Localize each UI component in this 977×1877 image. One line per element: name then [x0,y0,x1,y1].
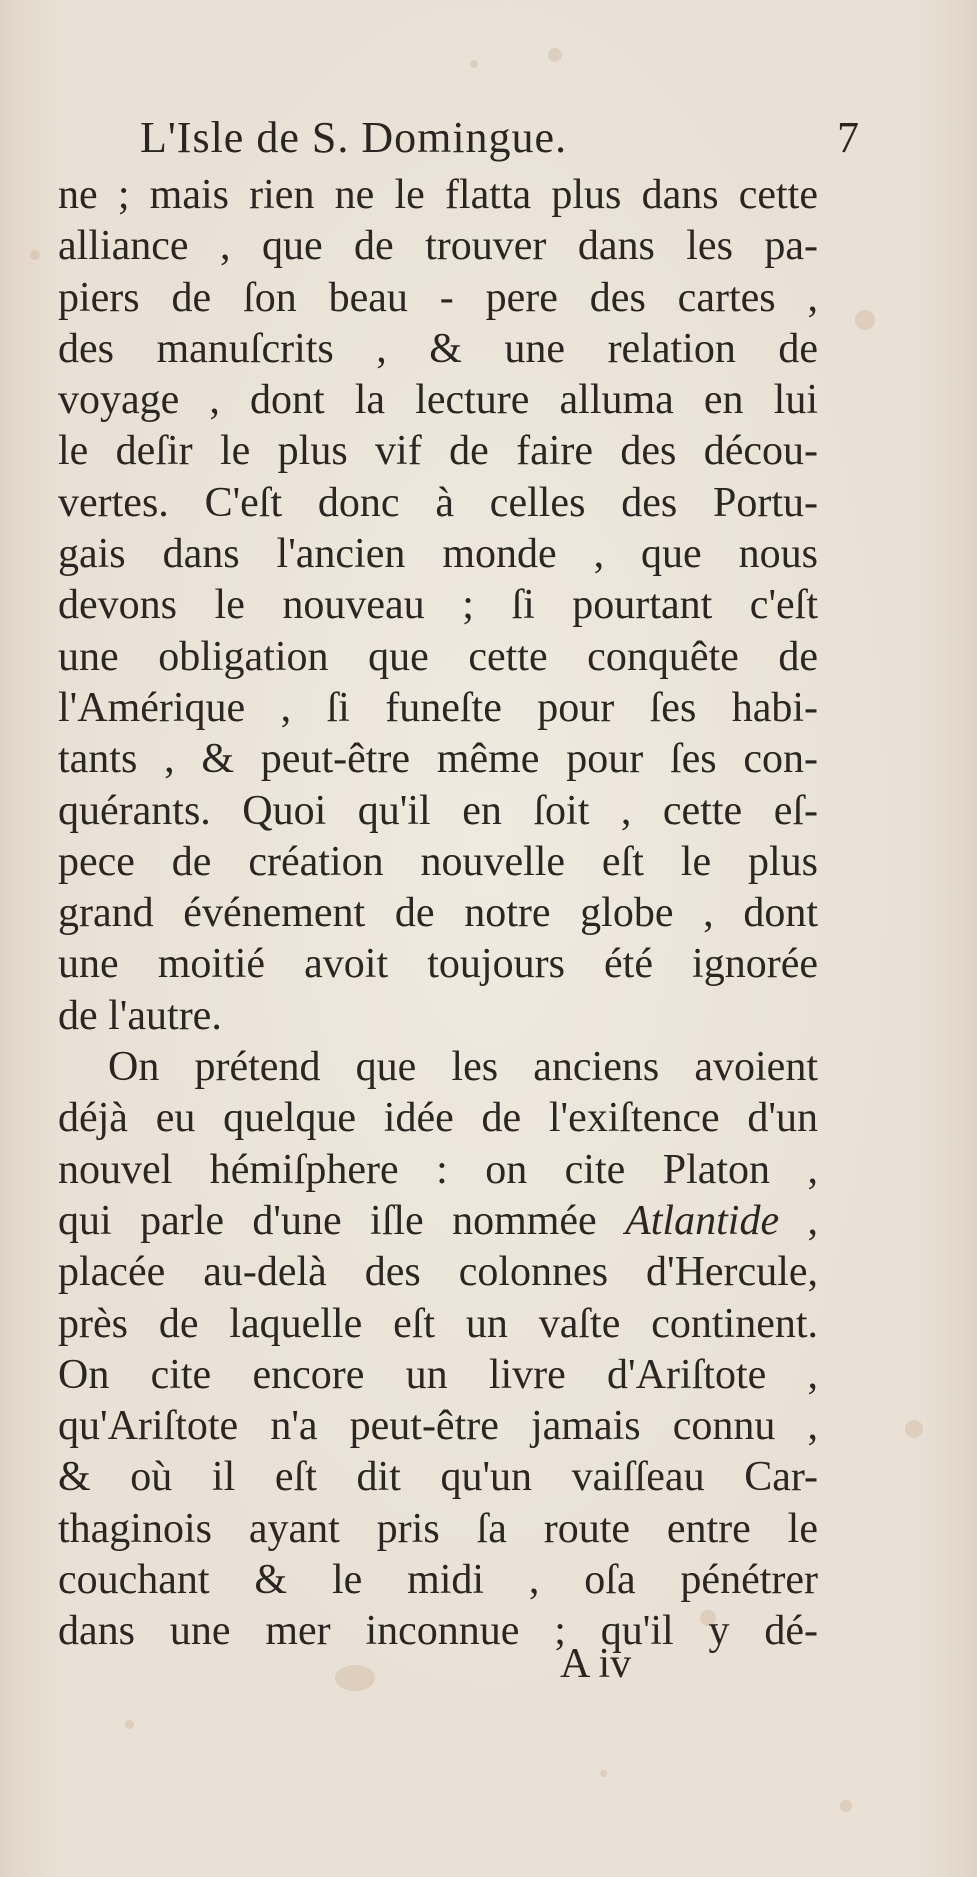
text-line: On cite encore un livre d'Ariſtote , [58,1351,818,1398]
text-line: déjà eu quelque idée de l'exiſtence d'un [58,1095,818,1142]
text-line: thaginois ayant pris ſa route entre le [58,1505,818,1552]
text-line: piers de ſon beau - pere des cartes , [58,274,818,321]
body-text [58,170,818,1658]
page-number: 7 [837,113,860,162]
text-line: des manuſcrits , & une relation de [58,325,818,372]
text-line: alliance , que de trouver dans les pa- [58,223,818,270]
text-run: qui parle d'une iſle nommée [58,1197,597,1244]
foxing-spot [30,250,40,260]
text-line: qu'Ariſtote n'a peut-être jamais connu , [58,1403,818,1450]
text-line: vertes. C'eſt donc à celles des Portu- [58,479,818,526]
foxing-spot [840,1800,852,1812]
text-line: couchant & le midi , oſa pénétrer [58,1557,818,1604]
text-line: grand événement de notre globe , dont [58,890,818,937]
text-line-atlantide [58,1196,818,1247]
foxing-spot [600,1770,607,1777]
running-head-title: L'Isle de S. Domingue. [140,113,568,162]
text-line: près de laquelle eſt un vaſte continent. [58,1300,818,1347]
text-line: On prétend que les anciens avoient [108,1044,818,1091]
text-line: & où il eſt dit qu'un vaiſſeau Car- [58,1454,818,1501]
text-line: tants , & peut-être même pour ſes con- [58,736,818,783]
italic-word-atlantide: Atlantide [625,1197,780,1244]
running-head [140,112,860,172]
signature-mark: A iv [560,1641,632,1687]
text-line: une moitié avoit toujours été ignorée [58,941,818,988]
foxing-spot [855,310,875,330]
text-line: dans une mer inconnue ; qu'il y dé- [58,1608,818,1655]
foxing-spot [548,48,562,62]
foxing-spot [905,1420,923,1438]
text-line: quérants. Quoi qu'il en ſoit , cette eſ- [58,787,818,834]
text-line: gais dans l'ancien monde , que nous [58,531,818,578]
text-line: placée au-delà des colonnes d'Hercule, [58,1249,818,1296]
foxing-spot [125,1720,134,1729]
text-line: voyage , dont la lecture alluma en lui [58,377,818,424]
text-line: pece de création nouvelle eſt le plus [58,838,818,885]
text-line: une obligation que cette conquête de [58,633,818,680]
foxing-spot [470,60,478,68]
text-line: de l'autre. [58,992,222,1039]
text-line: nouvel hémiſphere : on cite Platon , [58,1146,818,1193]
text-run: , [779,1197,818,1244]
text-line: l'Amérique , ſi funeſte pour ſes habi- [58,684,818,731]
text-line: devons le nouveau ; ſi pourtant c'eſt [58,582,818,629]
text-line: le deſir le plus vif de faire des décou- [58,428,818,475]
text-line: ne ; mais rien ne le flatta plus dans cette [58,172,818,218]
foxing-spot [335,1665,375,1691]
